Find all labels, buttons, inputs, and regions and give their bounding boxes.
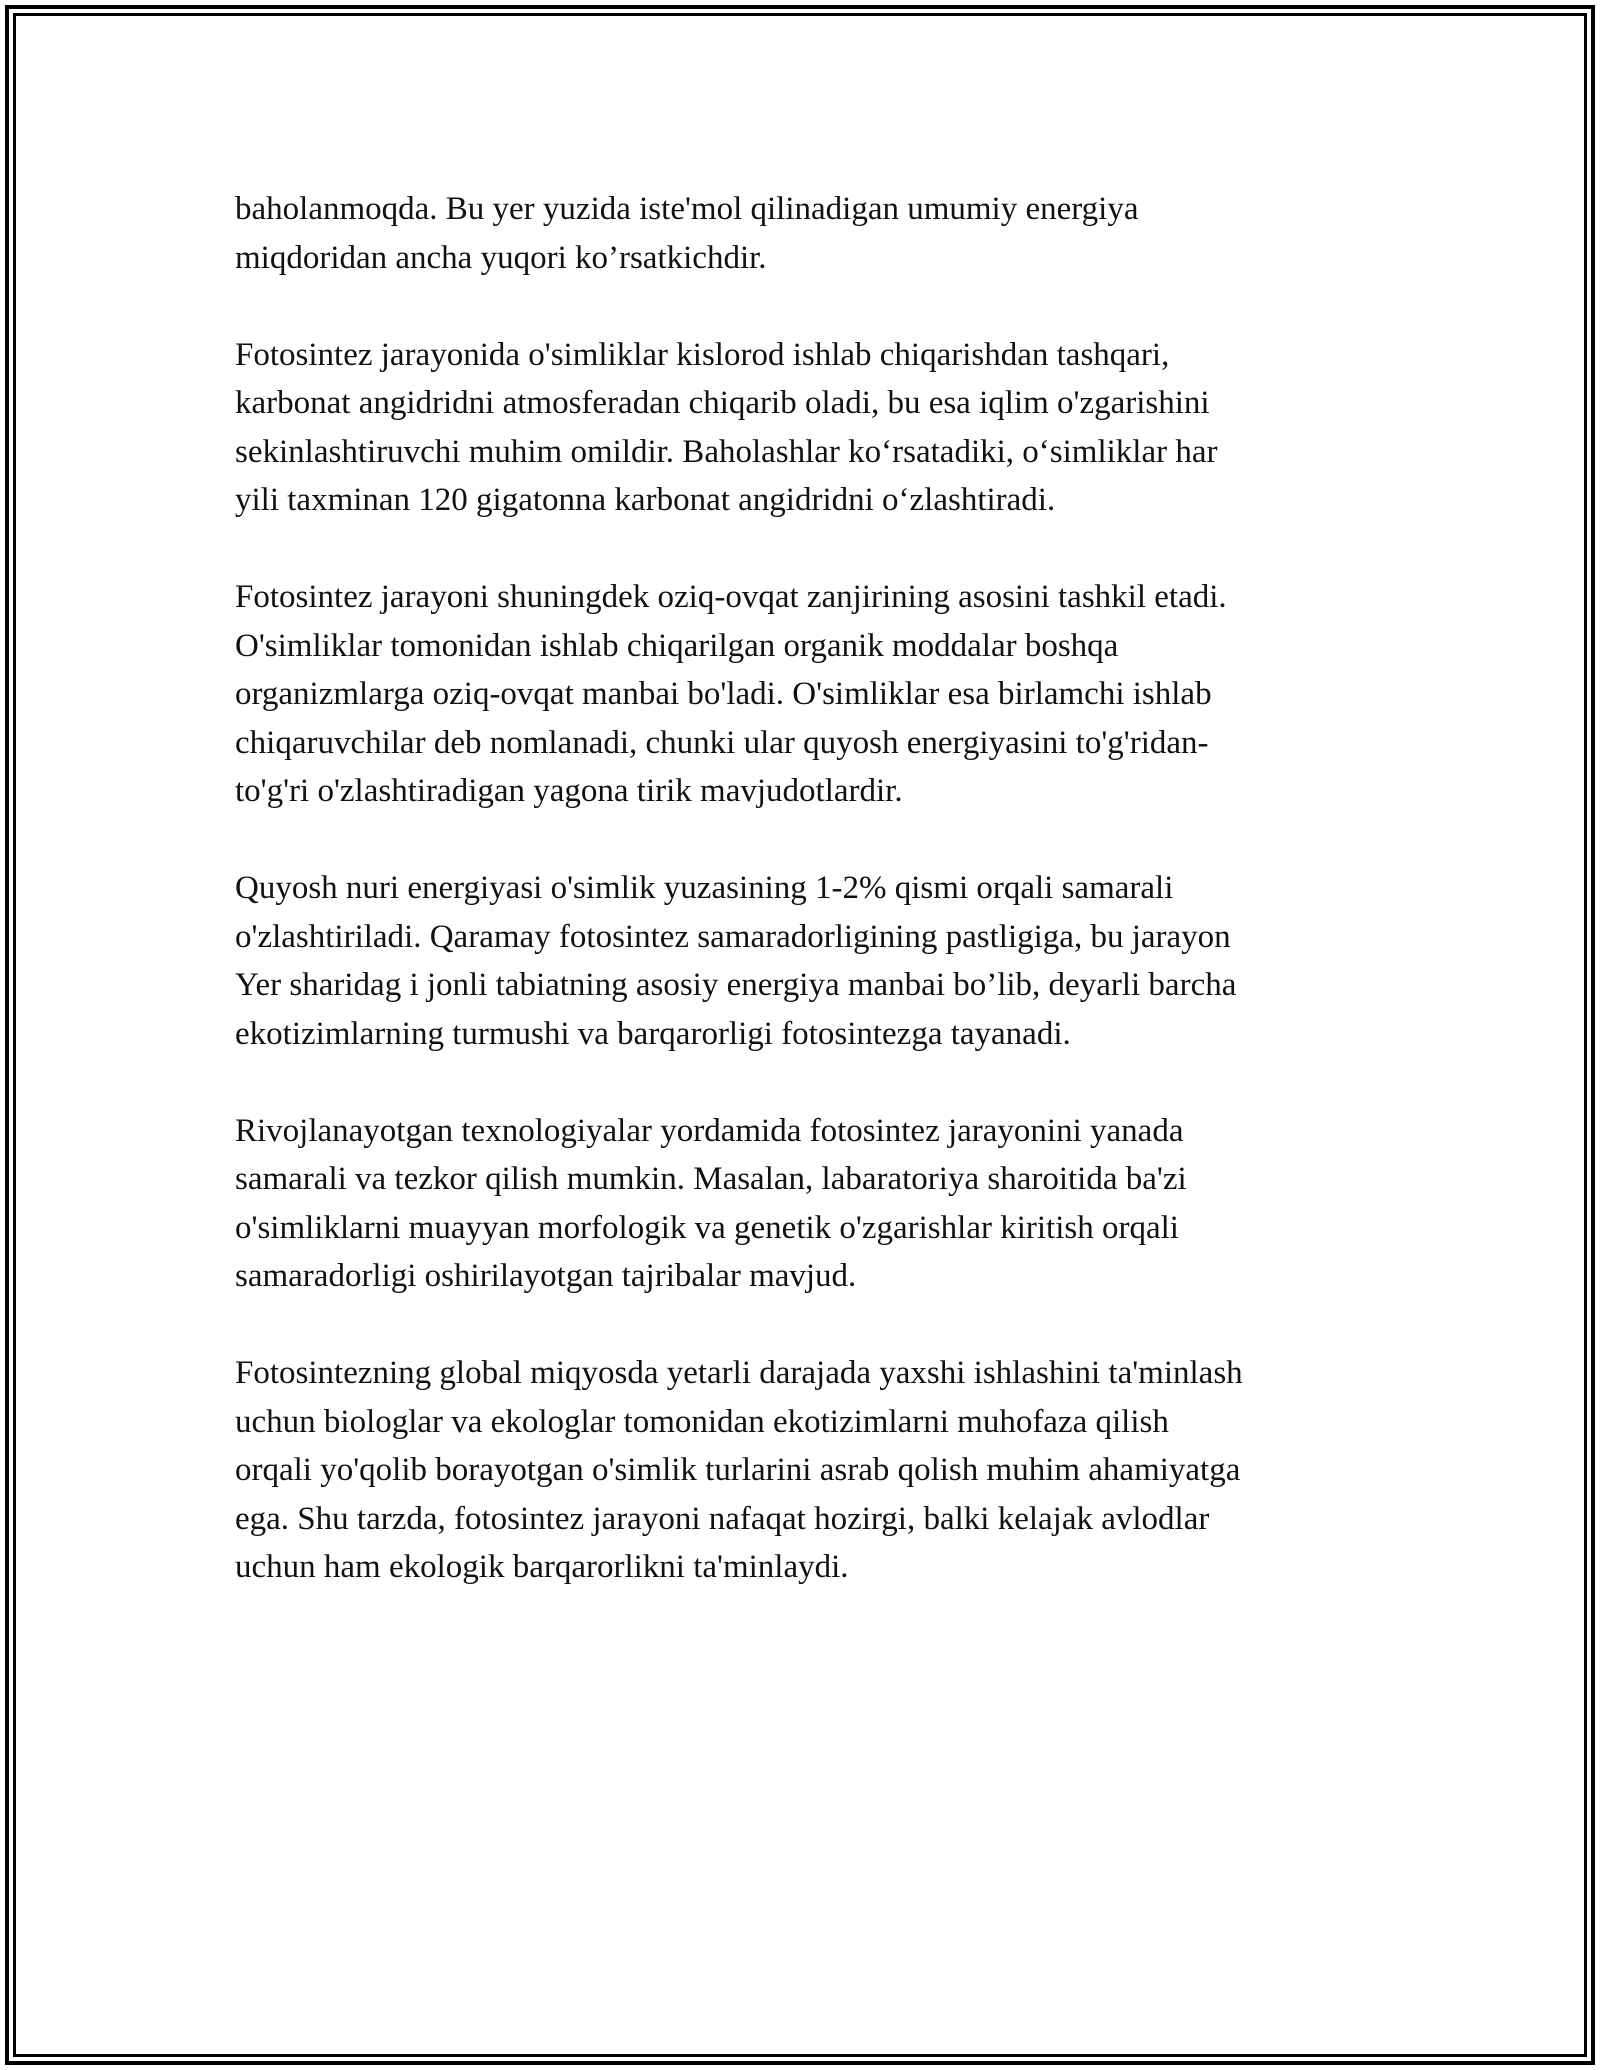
- paragraph-3: Fotosintez jarayoni shuningdek oziq-ovqat zanjirining asosini tashkil etadi. O'simliklar tomonidan ishlab chiqarilgan organik moddalar boshqa organizmlarga oziq-ovqat manbai bo'ladi. O'simliklar esa birlamchi ishlab chiqaruvchilar deb nomlanadi, chunki ular quyosh energiyasini to'g'ridan- to'g'ri o'zlashtiradigan yagona tirik mavjudotlardir.: [235, 579, 1227, 809]
- paragraph-2: Fotosintez jarayonida o'simliklar kislorod ishlab chiqarishdan tashqari, karbonat angidridni atmosferadan chiqarib oladi, bu esa iqlim o'zgarishini sekinlashtiruvchi muhim omildir. Baholashlar ko‘rsatadiki, o‘simliklar har yili taxminan 120 gigatonna karbonat angidridni o‘zlashtiradi.: [235, 336, 1218, 518]
- paragraph-4: Quyosh nuri energiyasi o'simlik yuzasining 1-2% qismi orqali samarali o'zlashtiriladi. Qaramay fotosintez samaradorligining pastligiga, bu jarayon Yer sharidag i jonli tabiatning asosiy energiya manbai bo’lib, deyarli barcha ekotizimlarning turmushi va barqarorligi fotosintezga tayanadi.: [235, 870, 1237, 1052]
- document-body: [235, 185, 1365, 1640]
- paragraph-5: Rivojlanayotgan texnologiyalar yordamida fotosintez jarayonini yanada samarali va tezkor qilish mumkin. Masalan, labaratoriya sharoitida ba'zi o'simliklarni muayyan morfologik va genetik o'zgarishlar kiritish orqali samaradorligi oshirilayotgan tajribalar mavjud.: [235, 1112, 1187, 1294]
- paragraph-6: Fotosintezning global miqyosda yetarli darajada yaxshi ishlashini ta'minlash uchun biologlar va ekologlar tomonidan ekotizimlarni muhofaza qilish orqali yo'qolib borayotgan o'simlik turlarini asrab qolish muhim ahamiyatga ega. Shu tarzda, fotosintez jarayoni nafaqat hozirgi, balki kelajak avlodlar uchun ham ekologik barqarorlikni ta'minlaydi.: [235, 1355, 1243, 1585]
- paragraph-1: baholanmoqda. Bu yer yuzida iste'mol qilinadigan umumiy energiya miqdoridan ancha yuqori ko’rsatkichdir.: [235, 191, 1139, 276]
